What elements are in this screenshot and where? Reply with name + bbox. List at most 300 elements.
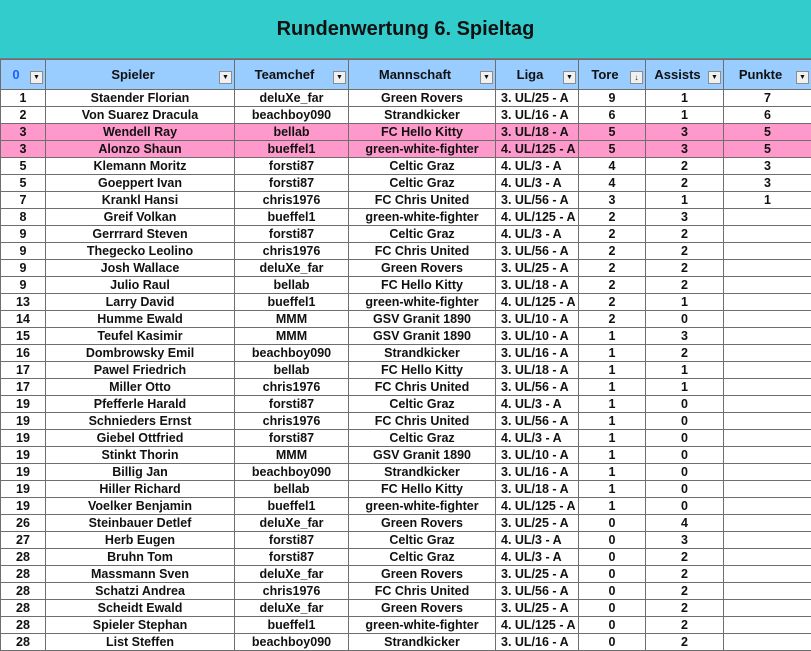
player-cell[interactable]: Pawel Friedrich	[46, 362, 235, 379]
liga-cell[interactable]: 3. UL/16 - A	[496, 464, 579, 481]
assists-cell[interactable]: 0	[646, 413, 724, 430]
mannschaft-cell[interactable]: FC Chris United	[349, 379, 496, 396]
assists-cell[interactable]: 2	[646, 260, 724, 277]
liga-cell[interactable]: 4. UL/3 - A	[496, 158, 579, 175]
punkte-cell[interactable]	[724, 498, 811, 515]
tore-cell[interactable]: 2	[579, 243, 646, 260]
assists-cell[interactable]: 3	[646, 328, 724, 345]
table-row[interactable]	[1, 583, 811, 600]
punkte-cell[interactable]: 3	[724, 158, 811, 175]
rank-cell[interactable]: 28	[1, 583, 46, 600]
tore-cell[interactable]: 0	[579, 600, 646, 617]
table-row[interactable]	[1, 328, 811, 345]
mannschaft-cell[interactable]: Celtic Graz	[349, 158, 496, 175]
spieler-filter-dropdown-icon[interactable]: ▼	[219, 71, 232, 84]
rank-cell[interactable]: 8	[1, 209, 46, 226]
mannschaft-cell[interactable]: Green Rovers	[349, 515, 496, 532]
liga-cell[interactable]: 3. UL/56 - A	[496, 243, 579, 260]
rank-cell[interactable]: 13	[1, 294, 46, 311]
player-cell[interactable]: Hiller Richard	[46, 481, 235, 498]
tore-cell[interactable]: 1	[579, 328, 646, 345]
mannschaft-cell[interactable]: green-white-fighter	[349, 617, 496, 634]
punkte-cell[interactable]	[724, 362, 811, 379]
punkte-cell[interactable]	[724, 226, 811, 243]
teamchef-cell[interactable]: forsti87	[235, 430, 349, 447]
rank-cell[interactable]: 19	[1, 481, 46, 498]
punkte-cell[interactable]	[724, 464, 811, 481]
tore-cell[interactable]: 0	[579, 583, 646, 600]
assists-cell[interactable]: 2	[646, 243, 724, 260]
table-row[interactable]	[1, 362, 811, 379]
table-row[interactable]	[1, 192, 811, 209]
tore-cell[interactable]: 1	[579, 396, 646, 413]
mannschaft-cell[interactable]: FC Chris United	[349, 243, 496, 260]
player-cell[interactable]: Scheidt Ewald	[46, 600, 235, 617]
rank-cell[interactable]: 19	[1, 464, 46, 481]
teamchef-cell[interactable]: bueffel1	[235, 209, 349, 226]
liga-cell[interactable]: 4. UL/125 - A	[496, 617, 579, 634]
teamchef-cell[interactable]: bellab	[235, 362, 349, 379]
table-row[interactable]	[1, 617, 811, 634]
player-cell[interactable]: Krankl Hansi	[46, 192, 235, 209]
liga-cell[interactable]: 3. UL/25 - A	[496, 566, 579, 583]
player-cell[interactable]: Goeppert Ivan	[46, 175, 235, 192]
rank-cell[interactable]: 9	[1, 277, 46, 294]
tore-cell[interactable]: 0	[579, 532, 646, 549]
table-row[interactable]	[1, 311, 811, 328]
tore-cell[interactable]: 2	[579, 226, 646, 243]
mannschaft-cell[interactable]: Strandkicker	[349, 345, 496, 362]
player-cell[interactable]: Teufel Kasimir	[46, 328, 235, 345]
teamchef-cell[interactable]: beachboy090	[235, 345, 349, 362]
assists-cell[interactable]: 2	[646, 617, 724, 634]
player-cell[interactable]: Klemann Moritz	[46, 158, 235, 175]
tore-cell[interactable]: 2	[579, 209, 646, 226]
table-row[interactable]	[1, 566, 811, 583]
mannschaft-cell[interactable]: Strandkicker	[349, 634, 496, 651]
tore-cell[interactable]: 1	[579, 413, 646, 430]
punkte-cell[interactable]	[724, 532, 811, 549]
assists-cell[interactable]: 0	[646, 498, 724, 515]
mannschaft-cell[interactable]: green-white-fighter	[349, 141, 496, 158]
player-cell[interactable]: Bruhn Tom	[46, 549, 235, 566]
tore-cell[interactable]: 6	[579, 107, 646, 124]
mannschaft-cell[interactable]: FC Chris United	[349, 192, 496, 209]
liga-cell[interactable]: 4. UL/3 - A	[496, 549, 579, 566]
teamchef-cell[interactable]: forsti87	[235, 226, 349, 243]
liga-cell[interactable]: 4. UL/3 - A	[496, 396, 579, 413]
rank-cell[interactable]: 17	[1, 362, 46, 379]
assists-cell[interactable]: 3	[646, 209, 724, 226]
assists-cell[interactable]: 1	[646, 362, 724, 379]
mannschaft-cell[interactable]: FC Hello Kitty	[349, 124, 496, 141]
tore-cell[interactable]: 1	[579, 362, 646, 379]
punkte-cell[interactable]	[724, 583, 811, 600]
punkte-cell[interactable]	[724, 566, 811, 583]
table-row[interactable]	[1, 141, 811, 158]
rank-cell[interactable]: 2	[1, 107, 46, 124]
liga-cell[interactable]: 3. UL/56 - A	[496, 192, 579, 209]
punkte-cell[interactable]: 7	[724, 90, 811, 107]
mannschaft-cell[interactable]: GSV Granit 1890	[349, 328, 496, 345]
teamchef-cell[interactable]: forsti87	[235, 532, 349, 549]
rank-cell[interactable]: 17	[1, 379, 46, 396]
teamchef-cell[interactable]: chris1976	[235, 583, 349, 600]
assists-cell[interactable]: 1	[646, 107, 724, 124]
punkte-cell[interactable]	[724, 430, 811, 447]
table-row[interactable]	[1, 107, 811, 124]
punkte-cell[interactable]: 3	[724, 175, 811, 192]
player-cell[interactable]: Wendell Ray	[46, 124, 235, 141]
table-row[interactable]	[1, 243, 811, 260]
table-row[interactable]	[1, 260, 811, 277]
teamchef-cell[interactable]: deluXe_far	[235, 260, 349, 277]
rank-cell[interactable]: 19	[1, 447, 46, 464]
table-row[interactable]	[1, 481, 811, 498]
teamchef-cell[interactable]: chris1976	[235, 413, 349, 430]
punkte-cell[interactable]	[724, 243, 811, 260]
mannschaft-filter-dropdown-icon[interactable]: ▼	[480, 71, 493, 84]
teamchef-cell[interactable]: beachboy090	[235, 464, 349, 481]
tore-cell[interactable]: 1	[579, 481, 646, 498]
assists-cell[interactable]: 3	[646, 124, 724, 141]
liga-cell[interactable]: 3. UL/56 - A	[496, 413, 579, 430]
mannschaft-cell[interactable]: Green Rovers	[349, 260, 496, 277]
assists-cell[interactable]: 2	[646, 226, 724, 243]
tore-cell[interactable]: 1	[579, 464, 646, 481]
player-cell[interactable]: Steinbauer Detlef	[46, 515, 235, 532]
player-cell[interactable]: Billig Jan	[46, 464, 235, 481]
liga-cell[interactable]: 3. UL/10 - A	[496, 328, 579, 345]
tore-cell[interactable]: 1	[579, 379, 646, 396]
tore-cell[interactable]: 0	[579, 549, 646, 566]
liga-cell[interactable]: 3. UL/18 - A	[496, 124, 579, 141]
rank-cell[interactable]: 15	[1, 328, 46, 345]
rank-cell[interactable]: 16	[1, 345, 46, 362]
mannschaft-cell[interactable]: green-white-fighter	[349, 498, 496, 515]
teamchef-filter-dropdown-icon[interactable]: ▼	[333, 71, 346, 84]
player-cell[interactable]: Voelker Benjamin	[46, 498, 235, 515]
punkte-cell[interactable]	[724, 515, 811, 532]
teamchef-cell[interactable]: bellab	[235, 124, 349, 141]
punkte-filter-dropdown-icon[interactable]: ▼	[796, 71, 809, 84]
punkte-cell[interactable]	[724, 413, 811, 430]
mannschaft-cell[interactable]: Celtic Graz	[349, 532, 496, 549]
rank-cell[interactable]: 3	[1, 124, 46, 141]
mannschaft-cell[interactable]: FC Hello Kitty	[349, 481, 496, 498]
liga-cell[interactable]: 3. UL/25 - A	[496, 515, 579, 532]
liga-cell[interactable]: 3. UL/56 - A	[496, 583, 579, 600]
rank-cell[interactable]: 1	[1, 90, 46, 107]
mannschaft-cell[interactable]: Celtic Graz	[349, 549, 496, 566]
teamchef-cell[interactable]: beachboy090	[235, 107, 349, 124]
liga-cell[interactable]: 4. UL/125 - A	[496, 209, 579, 226]
teamchef-cell[interactable]: beachboy090	[235, 634, 349, 651]
teamchef-cell[interactable]: forsti87	[235, 158, 349, 175]
rank-cell[interactable]: 19	[1, 498, 46, 515]
table-row[interactable]	[1, 209, 811, 226]
liga-cell[interactable]: 4. UL/125 - A	[496, 498, 579, 515]
teamchef-cell[interactable]: chris1976	[235, 192, 349, 209]
punkte-cell[interactable]	[724, 447, 811, 464]
assists-cell[interactable]: 2	[646, 175, 724, 192]
punkte-cell[interactable]	[724, 328, 811, 345]
rank-cell[interactable]: 28	[1, 549, 46, 566]
teamchef-cell[interactable]: forsti87	[235, 549, 349, 566]
teamchef-cell[interactable]: MMM	[235, 447, 349, 464]
mannschaft-cell[interactable]: Green Rovers	[349, 600, 496, 617]
assists-cell[interactable]: 0	[646, 396, 724, 413]
tore-cell[interactable]: 4	[579, 175, 646, 192]
tore-cell[interactable]: 1	[579, 447, 646, 464]
table-row[interactable]	[1, 226, 811, 243]
player-cell[interactable]: Miller Otto	[46, 379, 235, 396]
punkte-cell[interactable]	[724, 600, 811, 617]
rank-cell[interactable]: 27	[1, 532, 46, 549]
table-row[interactable]	[1, 464, 811, 481]
liga-cell[interactable]: 3. UL/16 - A	[496, 345, 579, 362]
liga-cell[interactable]: 4. UL/125 - A	[496, 141, 579, 158]
liga-cell[interactable]: 3. UL/18 - A	[496, 481, 579, 498]
punkte-cell[interactable]	[724, 294, 811, 311]
rank-cell[interactable]: 3	[1, 141, 46, 158]
mannschaft-cell[interactable]: Celtic Graz	[349, 226, 496, 243]
player-cell[interactable]: Giebel Ottfried	[46, 430, 235, 447]
table-row[interactable]	[1, 498, 811, 515]
rank-cell[interactable]: 5	[1, 158, 46, 175]
assists-filter-dropdown-icon[interactable]: ▼	[708, 71, 721, 84]
punkte-cell[interactable]	[724, 260, 811, 277]
assists-cell[interactable]: 1	[646, 90, 724, 107]
rank-cell[interactable]: 9	[1, 243, 46, 260]
liga-cell[interactable]: 3. UL/25 - A	[496, 90, 579, 107]
punkte-cell[interactable]	[724, 396, 811, 413]
assists-cell[interactable]: 0	[646, 430, 724, 447]
teamchef-cell[interactable]: bueffel1	[235, 294, 349, 311]
player-cell[interactable]: Pfefferle Harald	[46, 396, 235, 413]
assists-cell[interactable]: 1	[646, 379, 724, 396]
tore-cell[interactable]: 3	[579, 192, 646, 209]
assists-cell[interactable]: 1	[646, 294, 724, 311]
liga-cell[interactable]: 3. UL/16 - A	[496, 107, 579, 124]
punkte-cell[interactable]: 6	[724, 107, 811, 124]
player-cell[interactable]: Alonzo Shaun	[46, 141, 235, 158]
table-row[interactable]	[1, 379, 811, 396]
player-cell[interactable]: List Steffen	[46, 634, 235, 651]
teamchef-cell[interactable]: forsti87	[235, 396, 349, 413]
mannschaft-cell[interactable]: Celtic Graz	[349, 430, 496, 447]
liga-cell[interactable]: 3. UL/18 - A	[496, 277, 579, 294]
tore-cell[interactable]: 1	[579, 498, 646, 515]
assists-cell[interactable]: 0	[646, 447, 724, 464]
liga-cell[interactable]: 4. UL/3 - A	[496, 532, 579, 549]
table-row[interactable]	[1, 447, 811, 464]
liga-cell[interactable]: 3. UL/56 - A	[496, 379, 579, 396]
player-cell[interactable]: Massmann Sven	[46, 566, 235, 583]
assists-cell[interactable]: 2	[646, 583, 724, 600]
teamchef-cell[interactable]: deluXe_far	[235, 515, 349, 532]
teamchef-cell[interactable]: bueffel1	[235, 498, 349, 515]
mannschaft-cell[interactable]: Strandkicker	[349, 464, 496, 481]
table-row[interactable]	[1, 396, 811, 413]
assists-cell[interactable]: 2	[646, 600, 724, 617]
tore-cell[interactable]: 0	[579, 634, 646, 651]
teamchef-cell[interactable]: deluXe_far	[235, 90, 349, 107]
liga-cell[interactable]: 3. UL/25 - A	[496, 260, 579, 277]
punkte-cell[interactable]	[724, 379, 811, 396]
teamchef-cell[interactable]: bellab	[235, 277, 349, 294]
punkte-cell[interactable]: 5	[724, 124, 811, 141]
table-row[interactable]	[1, 532, 811, 549]
mannschaft-cell[interactable]: Strandkicker	[349, 107, 496, 124]
player-cell[interactable]: Greif Volkan	[46, 209, 235, 226]
player-cell[interactable]: Stinkt Thorin	[46, 447, 235, 464]
punkte-cell[interactable]	[724, 311, 811, 328]
teamchef-cell[interactable]: bueffel1	[235, 617, 349, 634]
assists-cell[interactable]: 3	[646, 141, 724, 158]
rank-cell[interactable]: 26	[1, 515, 46, 532]
table-row[interactable]	[1, 294, 811, 311]
mannschaft-cell[interactable]: Green Rovers	[349, 90, 496, 107]
mannschaft-cell[interactable]: FC Hello Kitty	[349, 277, 496, 294]
tore-cell[interactable]: 0	[579, 515, 646, 532]
table-row[interactable]	[1, 515, 811, 532]
assists-cell[interactable]: 4	[646, 515, 724, 532]
rank-cell[interactable]: 9	[1, 260, 46, 277]
assists-cell[interactable]: 0	[646, 311, 724, 328]
table-row[interactable]	[1, 413, 811, 430]
player-cell[interactable]: Schnieders Ernst	[46, 413, 235, 430]
table-row[interactable]	[1, 345, 811, 362]
rank-cell[interactable]: 28	[1, 566, 46, 583]
liga-cell[interactable]: 3. UL/10 - A	[496, 311, 579, 328]
punkte-cell[interactable]	[724, 277, 811, 294]
player-cell[interactable]: Schatzi Andrea	[46, 583, 235, 600]
mannschaft-cell[interactable]: Celtic Graz	[349, 396, 496, 413]
tore-cell[interactable]: 0	[579, 617, 646, 634]
table-row[interactable]	[1, 600, 811, 617]
assists-cell[interactable]: 2	[646, 549, 724, 566]
punkte-cell[interactable]	[724, 481, 811, 498]
tore-cell[interactable]: 1	[579, 430, 646, 447]
tore-sort-descending-icon[interactable]: ↓	[630, 71, 643, 84]
teamchef-cell[interactable]: bellab	[235, 481, 349, 498]
mannschaft-cell[interactable]: green-white-fighter	[349, 209, 496, 226]
player-cell[interactable]: Humme Ewald	[46, 311, 235, 328]
assists-cell[interactable]: 1	[646, 192, 724, 209]
mannschaft-cell[interactable]: GSV Granit 1890	[349, 311, 496, 328]
tore-cell[interactable]: 5	[579, 141, 646, 158]
rank-cell[interactable]: 28	[1, 600, 46, 617]
liga-cell[interactable]: 3. UL/25 - A	[496, 600, 579, 617]
rank-cell[interactable]: 9	[1, 226, 46, 243]
teamchef-cell[interactable]: bueffel1	[235, 141, 349, 158]
rank-cell[interactable]: 14	[1, 311, 46, 328]
player-cell[interactable]: Gerrrard Steven	[46, 226, 235, 243]
tore-cell[interactable]: 5	[579, 124, 646, 141]
table-row[interactable]	[1, 549, 811, 566]
player-cell[interactable]: Spieler Stephan	[46, 617, 235, 634]
mannschaft-cell[interactable]: FC Chris United	[349, 413, 496, 430]
assists-cell[interactable]: 0	[646, 464, 724, 481]
assists-cell[interactable]: 2	[646, 634, 724, 651]
liga-filter-dropdown-icon[interactable]: ▼	[563, 71, 576, 84]
teamchef-cell[interactable]: deluXe_far	[235, 566, 349, 583]
mannschaft-cell[interactable]: GSV Granit 1890	[349, 447, 496, 464]
assists-cell[interactable]: 2	[646, 345, 724, 362]
teamchef-cell[interactable]: MMM	[235, 328, 349, 345]
punkte-cell[interactable]: 5	[724, 141, 811, 158]
teamchef-cell[interactable]: deluXe_far	[235, 600, 349, 617]
punkte-cell[interactable]	[724, 209, 811, 226]
liga-cell[interactable]: 4. UL/3 - A	[496, 226, 579, 243]
rank-cell[interactable]: 28	[1, 617, 46, 634]
player-cell[interactable]: Staender Florian	[46, 90, 235, 107]
tore-cell[interactable]: 2	[579, 311, 646, 328]
liga-cell[interactable]: 4. UL/3 - A	[496, 175, 579, 192]
tore-cell[interactable]: 4	[579, 158, 646, 175]
mannschaft-cell[interactable]: FC Hello Kitty	[349, 362, 496, 379]
liga-cell[interactable]: 4. UL/125 - A	[496, 294, 579, 311]
rank-cell[interactable]: 28	[1, 634, 46, 651]
teamchef-cell[interactable]: chris1976	[235, 243, 349, 260]
player-cell[interactable]: Thegecko Leolino	[46, 243, 235, 260]
punkte-cell[interactable]	[724, 345, 811, 362]
table-row[interactable]	[1, 277, 811, 294]
player-cell[interactable]: Dombrowsky Emil	[46, 345, 235, 362]
tore-cell[interactable]: 2	[579, 277, 646, 294]
tore-cell[interactable]: 0	[579, 566, 646, 583]
rank-cell[interactable]: 19	[1, 413, 46, 430]
rank-cell[interactable]: 19	[1, 396, 46, 413]
table-row[interactable]	[1, 90, 811, 107]
tore-cell[interactable]: 2	[579, 294, 646, 311]
rank-cell[interactable]: 7	[1, 192, 46, 209]
rank-cell[interactable]: 5	[1, 175, 46, 192]
player-cell[interactable]: Josh Wallace	[46, 260, 235, 277]
table-row[interactable]	[1, 175, 811, 192]
player-cell[interactable]: Von Suarez Dracula	[46, 107, 235, 124]
tore-cell[interactable]: 2	[579, 260, 646, 277]
mannschaft-cell[interactable]: Green Rovers	[349, 566, 496, 583]
assists-cell[interactable]: 0	[646, 481, 724, 498]
assists-cell[interactable]: 2	[646, 277, 724, 294]
mannschaft-cell[interactable]: green-white-fighter	[349, 294, 496, 311]
punkte-cell[interactable]	[724, 617, 811, 634]
tore-cell[interactable]: 1	[579, 345, 646, 362]
table-row[interactable]	[1, 158, 811, 175]
liga-cell[interactable]: 4. UL/3 - A	[496, 430, 579, 447]
assists-cell[interactable]: 3	[646, 532, 724, 549]
liga-cell[interactable]: 3. UL/16 - A	[496, 634, 579, 651]
punkte-cell[interactable]	[724, 549, 811, 566]
rank-filter-dropdown-icon[interactable]: ▼	[30, 71, 43, 84]
rank-cell[interactable]: 19	[1, 430, 46, 447]
assists-cell[interactable]: 2	[646, 566, 724, 583]
teamchef-cell[interactable]: chris1976	[235, 379, 349, 396]
teamchef-cell[interactable]: forsti87	[235, 175, 349, 192]
liga-cell[interactable]: 3. UL/18 - A	[496, 362, 579, 379]
teamchef-cell[interactable]: MMM	[235, 311, 349, 328]
tore-cell[interactable]: 9	[579, 90, 646, 107]
mannschaft-cell[interactable]: Celtic Graz	[349, 175, 496, 192]
mannschaft-cell[interactable]: FC Chris United	[349, 583, 496, 600]
liga-cell[interactable]: 3. UL/10 - A	[496, 447, 579, 464]
player-cell[interactable]: Julio Raul	[46, 277, 235, 294]
assists-cell[interactable]: 2	[646, 158, 724, 175]
table-row[interactable]	[1, 124, 811, 141]
punkte-cell[interactable]: 1	[724, 192, 811, 209]
